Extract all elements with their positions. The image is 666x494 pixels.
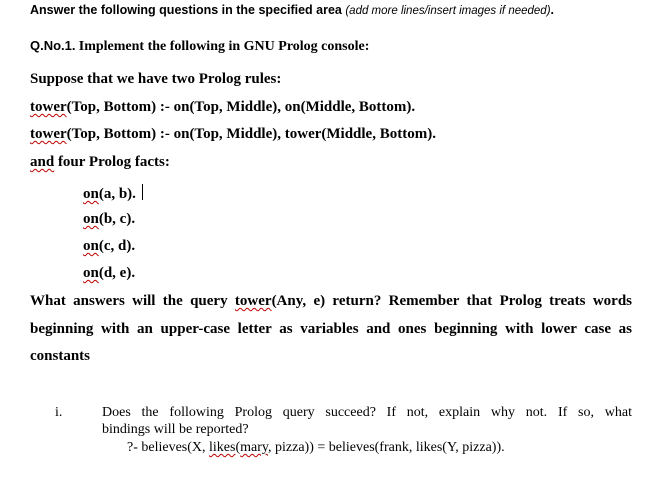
instruction-line: [30, 3, 554, 17]
question-title: Implement the following in GNU Prolog console:: [78, 39, 370, 54]
list-marker: i.: [55, 405, 63, 420]
code-paren: (: [235, 440, 241, 455]
query-text-b: (Any, e) return? Remember that Prolog treats words: [271, 293, 632, 309]
facts-intro-rest: four Prolog facts:: [54, 154, 170, 170]
query-paragraph-line1: [30, 293, 632, 310]
fact-args: (b, c).: [98, 211, 136, 227]
query-paragraph-line3: constants: [30, 348, 91, 364]
fact-line: [83, 211, 135, 228]
sub-question-code: [127, 440, 505, 456]
fact-line: [83, 184, 143, 203]
facts-intro-and: and: [30, 154, 55, 170]
rule-body: (Top, Bottom) :- on(Top, Middle), on(Middle, Bottom).: [66, 99, 416, 115]
query-text-a: What answers will the query: [30, 293, 228, 309]
code-mary: mary: [240, 440, 269, 455]
rule-line: [30, 99, 415, 116]
sub-question-line1: [102, 405, 632, 421]
question-number: Q.No.1.: [30, 38, 76, 53]
sub-question-text: Does the following Prolog query succeed? If not, explain why not. If so, what: [102, 405, 632, 420]
query-tower: tower: [234, 293, 272, 309]
instruction-text: Answer the following questions in the specified area: [30, 3, 342, 17]
code-likes: likes: [209, 440, 236, 455]
fact-args: (c, d).: [98, 238, 136, 254]
question-heading: [30, 38, 369, 55]
fact-line: [83, 265, 135, 282]
fact-args: (d, e).: [98, 265, 136, 281]
query-text-line2: beginning with an upper-case letter as variables and ones beginning with lower case as: [30, 321, 632, 337]
fact-predicate: on: [83, 186, 99, 202]
fact-predicate: on: [83, 265, 99, 281]
fact-predicate: on: [83, 238, 99, 254]
query-paragraph-line2: [30, 321, 632, 338]
rule-body: (Top, Bottom) :- on(Top, Middle), tower(Middle, Bottom).: [66, 126, 436, 142]
fact-predicate: on: [83, 211, 99, 227]
instruction-end: .: [550, 3, 555, 17]
code-text-a: ?- believes(X,: [127, 440, 206, 455]
intro-text: Suppose that we have two Prolog rules:: [30, 71, 282, 87]
fact-args: (a, b).: [98, 186, 136, 202]
instruction-note: (add more lines/insert images if needed): [345, 5, 551, 17]
fact-line: [83, 238, 135, 255]
rule-head: tower: [30, 99, 67, 115]
facts-intro: [30, 154, 170, 171]
sub-question-line2: bindings will be reported?: [102, 422, 249, 437]
text-cursor: [142, 184, 143, 200]
rule-head: tower: [30, 126, 67, 142]
code-text-b: , pizza)) = believes(frank, likes(Y, pizza)).: [268, 440, 505, 455]
rule-line: [30, 126, 436, 143]
